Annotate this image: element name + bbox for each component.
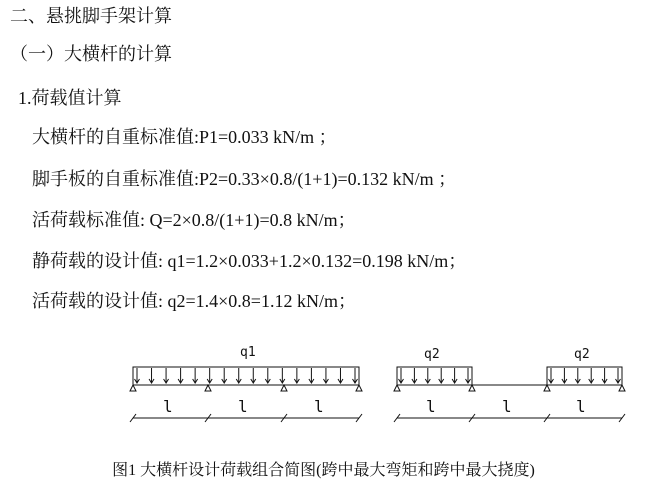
right-load-block-2 [547,367,622,385]
calc-line-q2: 活荷载的设计值: q2=1.4×0.8=1.12 kN/m； [32,291,356,311]
right-load-label-1: q2 [424,347,440,362]
left-1-support-icon [130,385,136,391]
supports [130,385,625,391]
load-diagram-figure [0,330,647,440]
load-arrows [135,368,621,383]
left-4-support-icon [356,385,362,391]
item-heading: 1.荷载值计算 [18,88,122,108]
calc-line-q1: 静荷载的设计值: q1=1.2×0.033+1.2×0.132=0.198 kN/m； [32,251,467,271]
subsection-heading: （一）大横杆的计算 [10,44,172,64]
left-load-label: q1 [240,345,256,360]
right-3-support-icon [544,385,550,391]
calc-line-q: 活荷载标准值: Q=2×0.8/(1+1)=0.8 kN/m； [32,210,356,230]
left-span-label-3: l [314,397,324,416]
left-2-support-icon [205,385,211,391]
figure-caption: 图1 大横杆设计荷载组合简图(跨中最大弯矩和跨中最大挠度) [112,462,535,479]
calc-line-p2: 脚手板的自重标准值:P2=0.33×0.8/(1+1)=0.132 kN/m ； [32,169,457,189]
right-span-label-2: l [502,397,512,416]
right-span-label-3: l [576,397,586,416]
right-load-label-2: q2 [574,347,590,362]
section-heading: 二、悬挑脚手架计算 [10,6,172,26]
load-diagram-svg [0,330,647,440]
left-span-label-1: l [163,397,173,416]
left-3-support-icon [281,385,287,391]
right-load-block-1 [397,367,472,385]
right-1-support-icon [394,385,400,391]
right-2-support-icon [469,385,475,391]
left-span-label-2: l [238,397,248,416]
right-span-label-1: l [426,397,436,416]
calc-line-p1: 大横杆的自重标准值:P1=0.033 kN/m ； [32,127,337,147]
right-4-support-icon [619,385,625,391]
